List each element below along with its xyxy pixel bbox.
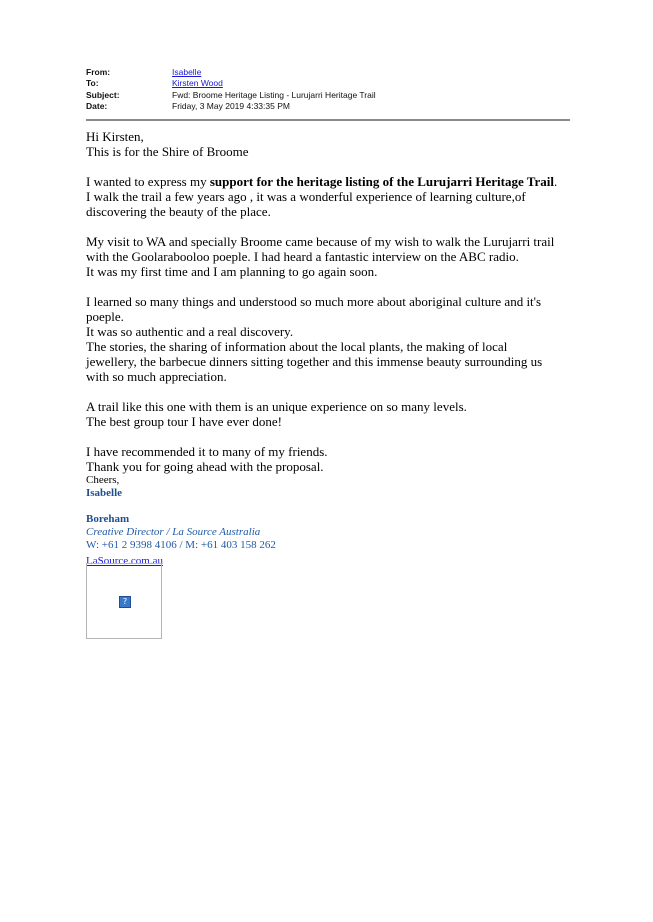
date-row	[86, 101, 570, 112]
p1-bold: support for the heritage listing of the Lurujarri Heritage Trail	[209, 174, 554, 189]
p1-prefix: I wanted to express my	[86, 174, 210, 189]
signature-phones: W: +61 2 9398 4106 / M: +61 403 158 262	[86, 539, 276, 551]
p1-line3: discovering the beauty of the place.	[86, 204, 271, 219]
broken-image-icon: ?	[119, 596, 131, 608]
intro-line: This is for the Shire of Broome	[86, 144, 249, 159]
date-value: Friday, 3 May 2019 4:33:35 PM	[172, 100, 290, 111]
signature-last-name: Boreham	[86, 513, 130, 525]
to-row	[86, 78, 570, 89]
p1-suffix: .	[553, 174, 558, 189]
subject-row	[86, 90, 570, 101]
greeting: Hi Kirsten,	[86, 129, 144, 144]
from-link[interactable]: Isabelle	[172, 67, 202, 77]
subject-value: Fwd: Broome Heritage Listing - Lurujarri Heritage Trail	[172, 89, 376, 100]
to-link[interactable]: Kirsten Wood	[172, 78, 223, 89]
p4-line2: The best group tour I have ever done!	[86, 414, 283, 429]
from-row	[86, 67, 570, 78]
p4-line1: A trail like this one with them is an unique experience on so many levels.	[86, 399, 467, 414]
email-body	[86, 129, 576, 568]
p3-line1: I learned so many things and understood so much more about aboriginal culture and it's	[86, 294, 542, 309]
subject-label: Subject:	[86, 89, 120, 100]
p3-line4: The stories, the sharing of information about the local plants, the making of local	[86, 339, 508, 354]
signature-first-name: Isabelle	[86, 487, 123, 499]
paragraph-1	[86, 174, 576, 189]
p1-line2: I walk the trail a few years ago , it was a wonderful experience of learning culture,of	[86, 189, 526, 204]
p3-line6: with so much appreciation.	[86, 369, 227, 384]
p3-line2: poeple.	[86, 309, 124, 324]
p3-line3: It was so authentic and a real discovery.	[86, 324, 294, 339]
header-divider	[86, 119, 570, 121]
signature-image	[86, 563, 162, 639]
p5-line1: I have recommended it to many of my friends.	[86, 444, 328, 459]
p3-line5: jewellery, the barbecue dinners sitting together and this immense beauty surrounding us	[86, 354, 543, 369]
email-header	[86, 67, 570, 112]
date-label: Date:	[86, 100, 108, 111]
p2-line2: with the Goolarabooloo poeple. I had heard a fantastic interview on the ABC radio.	[86, 249, 519, 264]
p2-line3: It was my first time and I am planning to go again soon.	[86, 264, 378, 279]
closing: Cheers,	[86, 474, 120, 486]
from-label: From:	[86, 67, 111, 77]
signature-website-link[interactable]: LaSource.com.au	[86, 555, 163, 567]
signature-title: Creative Director / La Source Australia	[86, 526, 261, 538]
p5-line2: Thank you for going ahead with the proposal.	[86, 459, 324, 474]
to-label: To:	[86, 78, 99, 89]
p2-line1: My visit to WA and specially Broome came because of my wish to walk the Lurujarri trail	[86, 234, 555, 249]
